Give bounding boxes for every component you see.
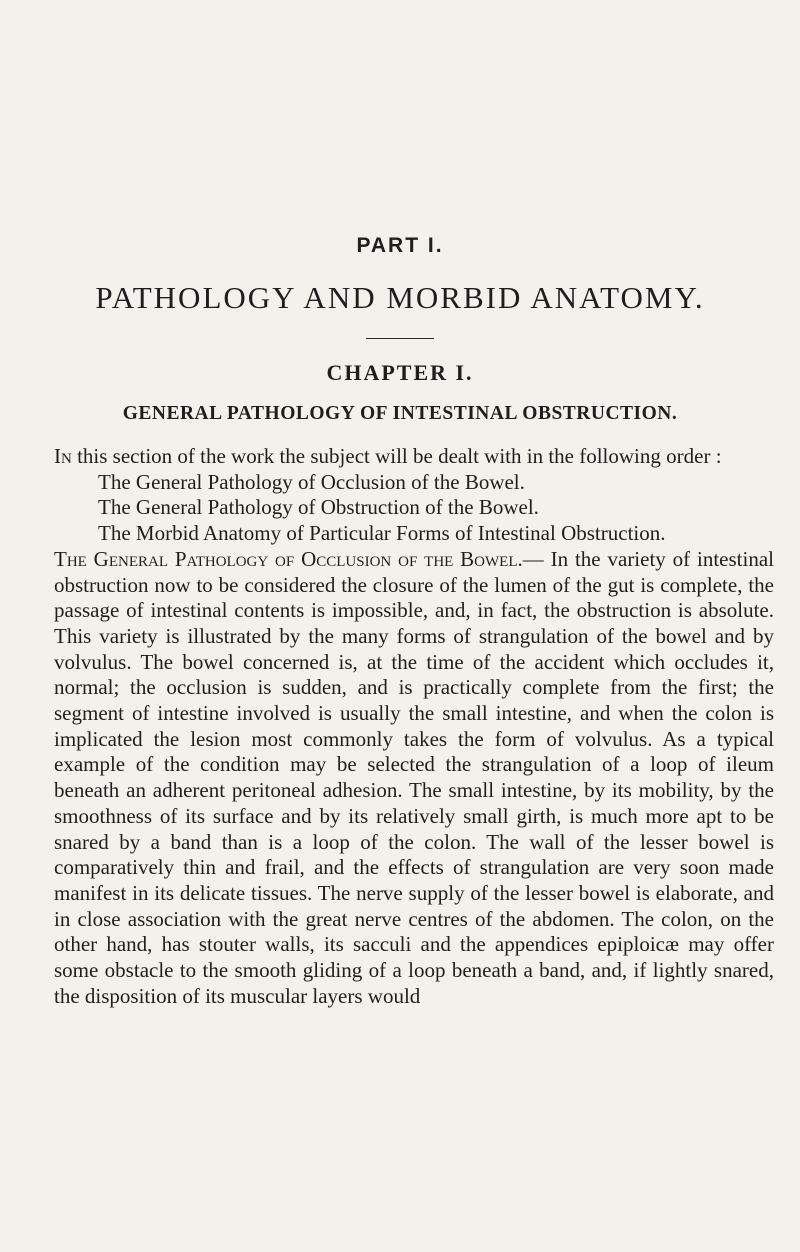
- intro-lead: In: [54, 444, 72, 468]
- intro-paragraph: [54, 444, 774, 470]
- list-item: The Morbid Anatomy of Particular Forms of Intestinal Obstruction.: [98, 521, 666, 546]
- chapter-heading: CHAPTER I.: [326, 360, 474, 385]
- section-dash: —: [522, 546, 544, 571]
- section-body: In the variety of intestinal obstruction now to be considered the closure of the lumen of the gut is complete, the passage of intestinal contents is impossible, and, in fact, the obstruction is absolute. This variety is illustrated by the many forms of strangulation of the bowel and by volvulus. The bowel concerned is, at the time of the accident which occludes it, normal; the occlusion is sudden, and is practically complete from the first; the segment of intestine involved is usually the small intestine, and when the colon is implicated the lesion most commonly takes the form of volvulus. As a typical example of the condition may be selected the strangulation of a loop of ileum beneath an adherent peritoneal adhesion. The small intestine, by its mobility, by the smoothness of its surface and by its relatively small girth, is much more apt to be snared by a band than is a loop of the colon. The wall of the lesser bowel is comparatively thin and frail, and the effects of strangulation are very soon made manifest in its delicate tissues. The nerve supply of the lesser bowel is elaborate, and in close association with the great nerve centres of the abdomen. The colon, on the other hand, has stouter walls, its sacculi and the appendices epiploicæ may offer some obstacle to the smooth gliding of a loop beneath a band, and, if lightly snared, the disposition of its muscular layers would: [54, 546, 774, 1008]
- title-divider: [366, 338, 434, 339]
- list-item: The General Pathology of Occlusion of the Bowel.: [98, 469, 525, 494]
- order-list: [98, 470, 774, 547]
- list-item: The General Pathology of Obstruction of the Bowel.: [98, 495, 539, 520]
- intro-text: this section of the work the subject will be dealt with in the following order :: [71, 444, 722, 468]
- section-heading: The General Pathology of Occlusion of the Bowel.: [54, 546, 523, 571]
- main-title: PATHOLOGY AND MORBID ANATOMY.: [95, 280, 705, 315]
- part-label: PART I.: [356, 234, 444, 257]
- chapter-title: GENERAL PATHOLOGY OF INTESTINAL OBSTRUCTION.: [122, 403, 678, 424]
- section-paragraph: [54, 547, 774, 1010]
- page-body: [54, 444, 774, 1009]
